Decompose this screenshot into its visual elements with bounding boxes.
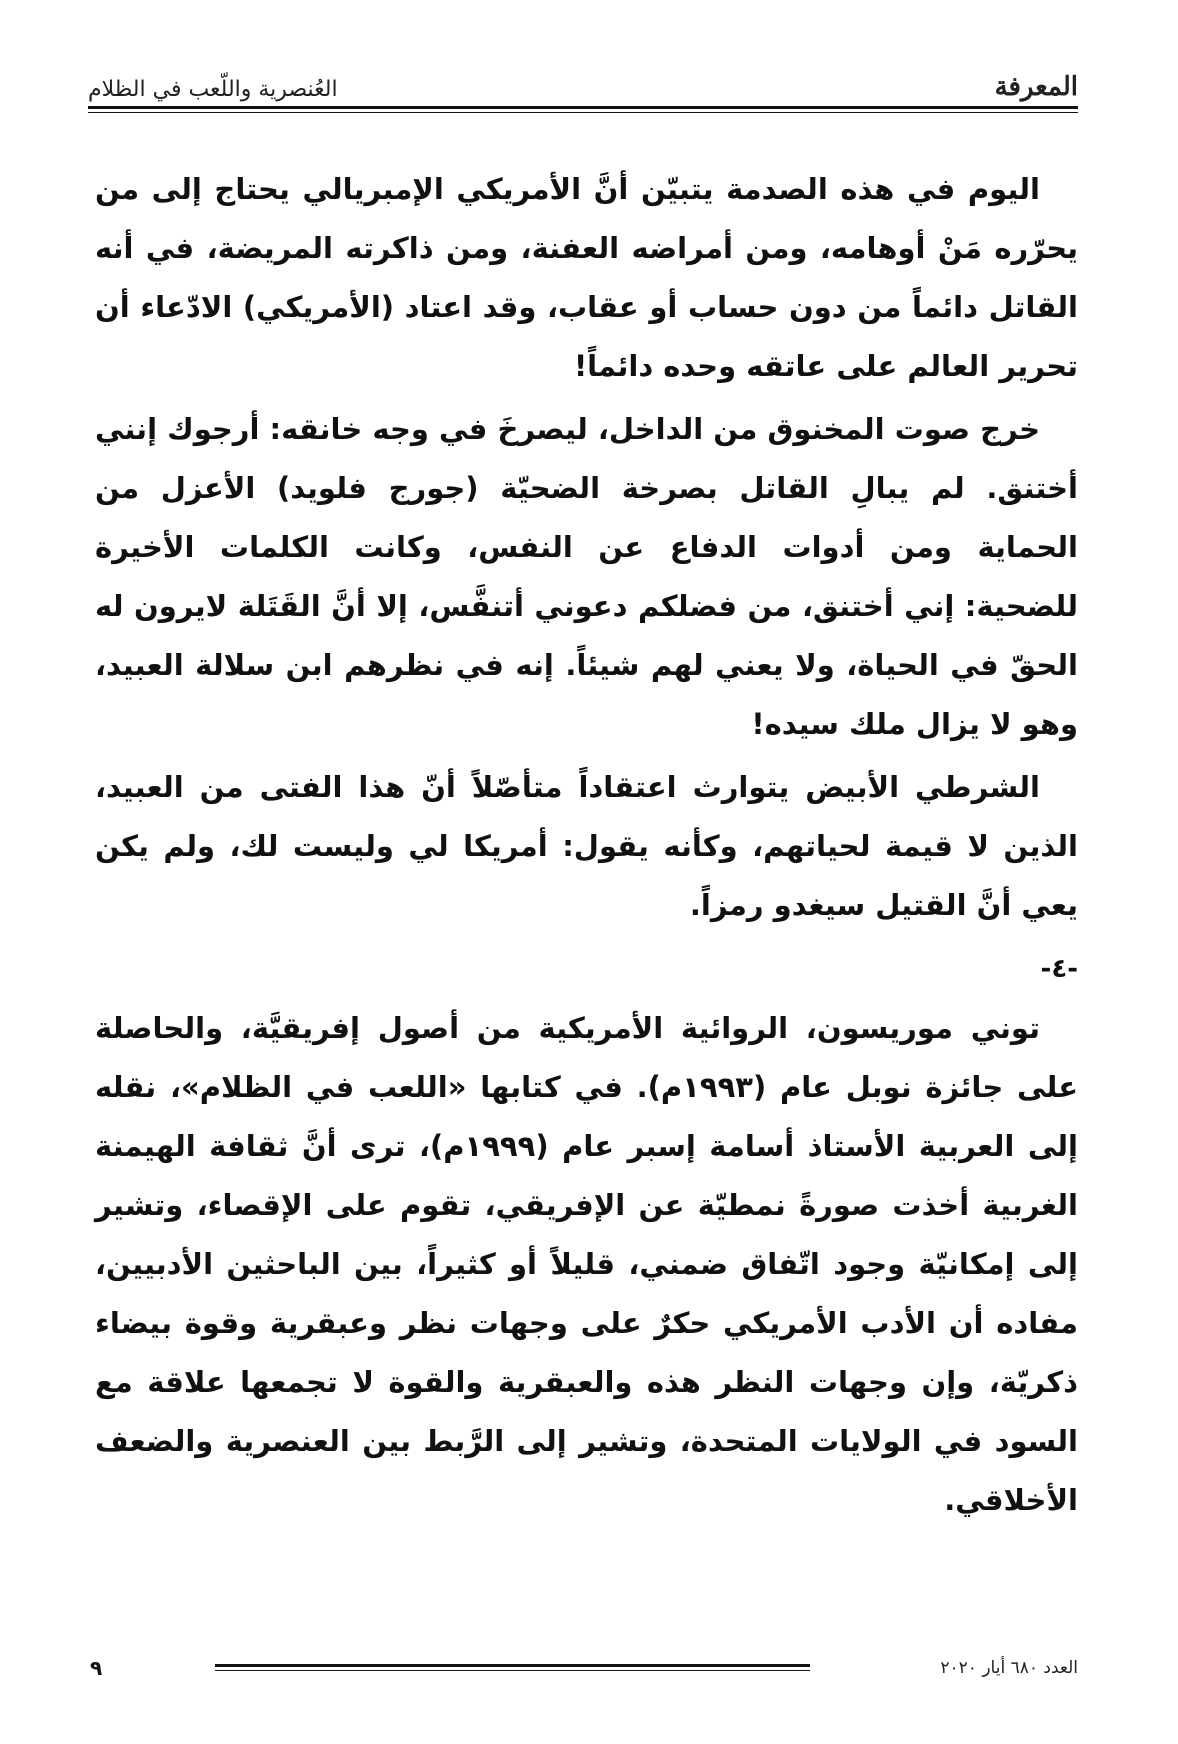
paragraph-4: توني موريسون، الروائية الأمريكية من أصول إفريقيَّة، والحاصلة على جائزة نوبل عام (١٩٩٣م). في كتابها «اللعب في الظلام»، نقله إلى العربية الأستاذ أسامة إسبر عام (١٩٩٩م)، ترى أنَّ ثقافة الهيمنة الغربية أخذت صورةً نمطيّة عن الإفريقي، تقوم على الإقصاء، وتشير إلى إمكانيّة وجود اتّفاق ضمني، قليلاً أو كثيراً، بين الباحثين الأدبيين، مفاده أن الأدب الأمريكي حكرٌ على وجهات نظر وعبقرية وقوة بيضاء ذكريّة، وإن وجهات النظر هذه والعبقرية والقوة لا تجمعها علاقة مع السود في الولايات المتحدة، وتشير إلى الرَّبط بين العنصرية والضعف الأخلاقي. xyxy=(95,1011,1078,1517)
header-rule xyxy=(88,106,1078,109)
section-number: -٤- xyxy=(1040,954,1078,984)
paragraph-2: خرج صوت المخنوق من الداخل، ليصرخَ في وجه خانقه: أرجوك إنني أختنق. لم يبالِ القاتل بصرخة الضحيّة (جورج فلويد) الأعزل من الحماية ومن أدوات الدفاع عن النفس، وكانت الكلمات الأخيرة للضحية: إني أختنق، من فضلكم دعوني أتنفَّس، إلا أنَّ القَتَلة لايرون له الحقّ في الحياة، ولا يعني لهم شيئاً. إنه في نظرهم ابن سلالة العبيد، وهو لا يزال ملك سيده! xyxy=(95,412,1078,741)
paragraph-1: اليوم في هذه الصدمة يتبيّن أنَّ الأمريكي الإمبريالي يحتاج إلى من يحرّره مَنْ أوهامه، ومن أمراضه العفنة، ومن ذاكرته المريضة، في أنه القاتل دائماً من دون حساب أو عقاب، وقد اعتاد (الأمريكي) الادّعاء أن تحرير العالم على عاتقه وحده دائماً! xyxy=(95,172,1078,383)
paragraph-3: الشرطي الأبيض يتوارث اعتقاداً متأصّلاً أنّ هذا الفتى من العبيد، الذين لا قيمة لحياتهم، وكأنه يقول: أمريكا لي وليست لك، ولم يكن يعي أنَّ القتيل سيغدو رمزاً. xyxy=(95,770,1078,922)
header-rule-thin xyxy=(88,112,1078,113)
page-header xyxy=(88,58,1078,102)
page-footer xyxy=(90,1658,1078,1688)
article-body xyxy=(95,160,1078,1530)
running-title: العُنصرية واللّعب في الظلام xyxy=(88,77,338,102)
magazine-logo: المعرفة xyxy=(994,72,1078,102)
issue-info: العدد ٦٨٠ أيار ٢٠٢٠ xyxy=(940,1658,1078,1678)
page-number: ٩ xyxy=(90,1656,103,1680)
